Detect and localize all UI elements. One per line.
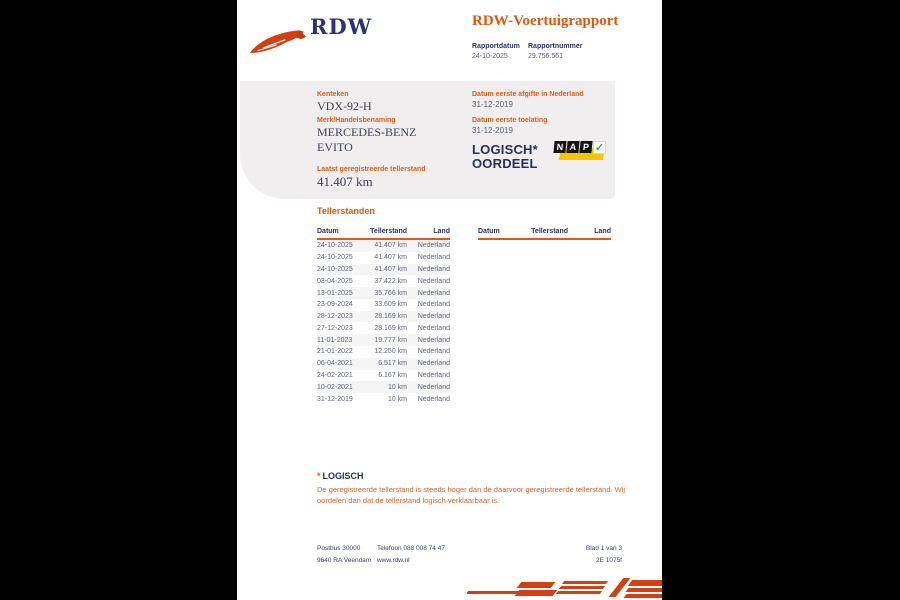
table-row: 24-02-2021 6.167 km Nederland — [317, 371, 450, 379]
tellerstanden-title: Tellerstanden — [317, 206, 375, 216]
table-row: 28-12-2023 28.169 km Nederland — [317, 311, 450, 323]
table-row: 06-04-2021 6.517 km Nederland — [317, 358, 450, 370]
table-row: 03-04-2025 37.422 km Nederland — [317, 277, 450, 285]
report-date — [472, 42, 520, 62]
table-row: 27-12-2023 28.169 km Nederland — [317, 324, 450, 332]
footnote-text: De geregistreerde tellerstand is steeds hoger dan de daarvoor geregistreerde tellerstand. Wij oordelen dan dat de tellerstand logisch verklaarbaar is. — [317, 485, 626, 505]
col-header-tellerstand: Tellerstand — [370, 228, 407, 235]
merk-value-line1: MERCEDES-BENZ — [317, 125, 417, 139]
col-header-land: Land — [594, 228, 611, 235]
report-number — [528, 42, 582, 62]
table-row: 21-01-2022 12.250 km Nederland — [317, 348, 450, 356]
table-row: 13-01-2025 35.766 km Nederland — [317, 287, 450, 299]
report-date-label: Rapportdatum — [472, 43, 520, 50]
table-row: 11-01-2023 19.777 km Nederland — [317, 334, 450, 346]
page-indicator: Blad 1 van 3 — [585, 545, 622, 552]
afgifte-label: Datum eerste afgifte in Nederland — [472, 91, 584, 98]
kenteken-label: Kenteken — [317, 91, 349, 98]
table-row: 24-10-2025 41.407 km Nederland — [317, 254, 450, 262]
rdw-logo-text: RDW — [310, 14, 373, 39]
nap-check-icon: ✓ — [594, 142, 605, 154]
report-number-label: Rapportnummer — [528, 43, 583, 50]
footnote-star: * — [317, 471, 321, 481]
nap-logo-icon: N A P ✓ — [554, 140, 606, 162]
col-header-datum: Datum — [317, 228, 339, 235]
rdw-wing-logo-icon — [249, 26, 307, 63]
col-header-land: Land — [433, 228, 450, 235]
footnote-title: * LOGISCH — [317, 471, 364, 481]
toelating-value: 31-12-2019 — [472, 126, 513, 135]
table-row: 10-02-2021 10 km Nederland — [317, 381, 450, 393]
toelating-label: Datum eerste toelating — [472, 117, 548, 124]
oordeel-text: LOGISCH* OORDEEL — [472, 142, 538, 171]
vehicle-summary-box — [240, 81, 615, 199]
tellerstanden-table-left — [317, 226, 450, 405]
decorative-stripes — [467, 575, 662, 600]
report-date-value: 24-10-2025 — [472, 53, 508, 60]
merk-label: Merk/Handelsbenaming — [317, 117, 396, 124]
col-header-tellerstand: Tellerstand — [531, 228, 568, 235]
footer-phone: Telefoon 088 008 74 47 — [377, 545, 445, 552]
tellerstand-value: 41.407 km — [317, 174, 373, 189]
table-row: 24-10-2025 41.407 km Nederland — [317, 264, 450, 276]
footer-address: Postbus 30000 9640 RA Veendam — [317, 545, 372, 564]
footer-contact — [377, 543, 445, 567]
footer-website: www.rdw.nl — [377, 557, 410, 564]
kenteken-value: VDX-92-H — [317, 99, 372, 113]
tellerstanden-table-right — [478, 226, 611, 240]
col-header-datum: Datum — [478, 228, 500, 235]
form-code: 2E 1075f — [595, 557, 622, 564]
table-row: 23-09-2024 33.609 km Nederland — [317, 301, 450, 309]
table-row: 31-12-2019 10 km Nederland — [317, 395, 450, 403]
table-row: 24-10-2025 41.407 km Nederland — [317, 239, 450, 252]
report-page — [237, 0, 662, 600]
afgifte-value: 31-12-2019 — [472, 100, 513, 109]
report-number-value: 29.756.561 — [528, 53, 564, 60]
tellerstand-label: Laatst geregistreerde tellerstand — [317, 166, 426, 173]
footer-page-info — [586, 543, 622, 567]
merk-value-line2: EVITO — [317, 140, 353, 154]
page-title: RDW-Voertuigrapport — [472, 13, 619, 29]
